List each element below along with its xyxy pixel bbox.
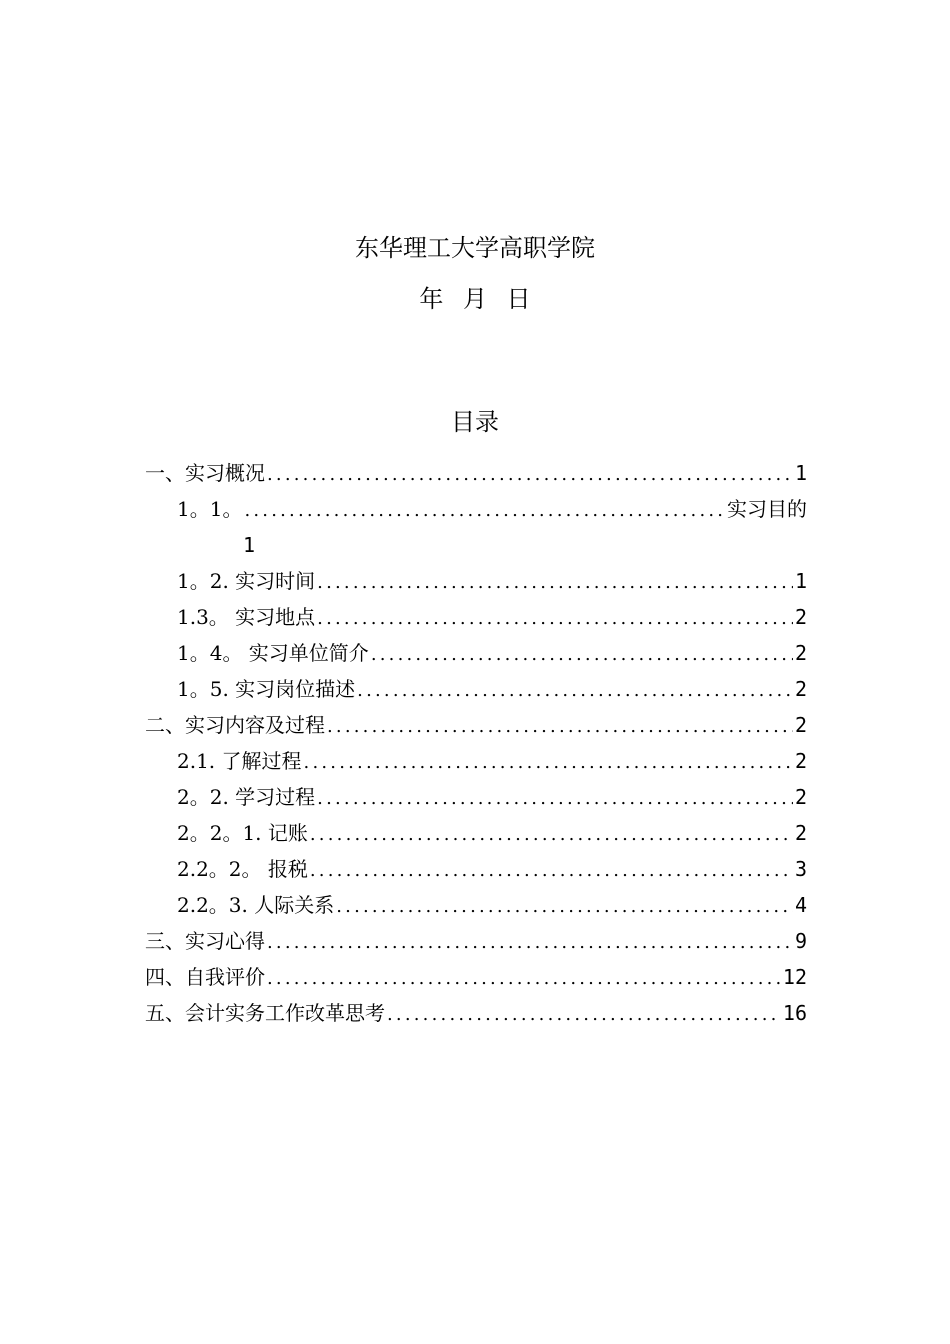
toc-entry-page: 2 <box>794 641 807 665</box>
toc-leader-dots <box>267 925 793 959</box>
toc-entry-page: 9 <box>794 929 807 953</box>
toc-leader-dots <box>317 781 793 815</box>
toc-entry-label: 2.2。2。 报税 <box>177 857 308 881</box>
toc-entry-page: 2 <box>794 821 807 845</box>
toc-entry[interactable] <box>145 743 807 779</box>
toc-entry-page: 12 <box>782 965 807 989</box>
date-month: 月 <box>463 285 487 313</box>
toc-entry[interactable] <box>145 815 807 851</box>
toc-entry-continuation <box>145 527 807 563</box>
toc-leader-dots <box>387 997 781 1031</box>
toc-leader-dots <box>267 961 781 995</box>
toc-entry-page: 3 <box>794 857 807 881</box>
toc-entry-label: 1。5. 实习岗位描述 <box>177 677 356 701</box>
toc-entry-label: 2。2。1. 记账 <box>177 821 308 845</box>
date-year: 年 <box>419 285 444 313</box>
toc-leader-dots <box>327 709 793 743</box>
toc-entry-label: 三、实习心得 <box>145 929 265 953</box>
toc-entry[interactable] <box>145 563 807 599</box>
toc-entry-label: 1.3。 实习地点 <box>177 605 316 629</box>
school-name: 东华理工大学高职学院 <box>355 234 595 262</box>
toc-entry[interactable] <box>145 671 807 707</box>
toc-leader-dots <box>357 673 793 707</box>
toc-entry-page: 1 <box>243 533 256 557</box>
toc-entry-label: 五、会计实务工作改革思考 <box>145 1001 385 1025</box>
toc-leader-dots <box>310 853 793 887</box>
toc-entry-page: 4 <box>794 893 807 917</box>
toc-entry[interactable] <box>145 779 807 815</box>
toc-entry-title: 实习目的 <box>727 497 807 521</box>
toc-entry-label: 二、实习内容及过程 <box>145 713 325 737</box>
toc-entry[interactable] <box>145 599 807 635</box>
toc-entry-page: 16 <box>782 1001 807 1025</box>
toc-entry[interactable] <box>145 491 807 527</box>
toc-entry-page: 2 <box>794 605 807 629</box>
toc-entry[interactable] <box>145 707 807 743</box>
toc-leader-dots <box>317 601 793 635</box>
toc-entry-label: 四、自我评价 <box>145 965 265 989</box>
toc-entry[interactable] <box>145 923 807 959</box>
toc-leader-dots <box>371 637 793 671</box>
toc-leader-dots <box>310 817 793 851</box>
toc-entry[interactable] <box>145 995 807 1031</box>
toc-entry[interactable] <box>145 455 807 491</box>
toc-leader-dots <box>267 457 793 491</box>
toc-entry-label: 1。4。 实习单位简介 <box>177 641 369 665</box>
toc-entry-label: 2.1. 了解过程 <box>177 749 302 773</box>
toc-entry-label: 一、实习概况 <box>145 461 265 485</box>
toc-entry-label: 1。1。 <box>177 497 243 521</box>
toc-entry-label: 2.2。3. 人际关系 <box>177 893 335 917</box>
toc-entry-page: 2 <box>794 785 807 809</box>
toc-entry-label: 2。2. 学习过程 <box>177 785 316 809</box>
toc-entry-page: 1 <box>794 461 807 485</box>
toc-leader-dots <box>244 493 725 527</box>
toc-entry-page: 2 <box>794 713 807 737</box>
toc-entry-label: 1。2. 实习时间 <box>177 569 316 593</box>
date-day: 日 <box>506 285 531 313</box>
date-line <box>0 281 950 317</box>
toc-entry[interactable] <box>145 851 807 887</box>
toc-entry[interactable] <box>145 635 807 671</box>
toc-entry-page: 2 <box>794 749 807 773</box>
toc-entry[interactable] <box>145 959 807 995</box>
toc-leader-dots <box>304 745 793 779</box>
toc-entry-page: 2 <box>794 677 807 701</box>
toc-entry-page: 1 <box>794 569 807 593</box>
table-of-contents <box>145 455 807 1031</box>
toc-leader-dots <box>317 565 793 599</box>
toc-title: 目录 <box>451 408 499 436</box>
toc-leader-dots <box>336 889 793 923</box>
toc-entry[interactable] <box>145 887 807 923</box>
